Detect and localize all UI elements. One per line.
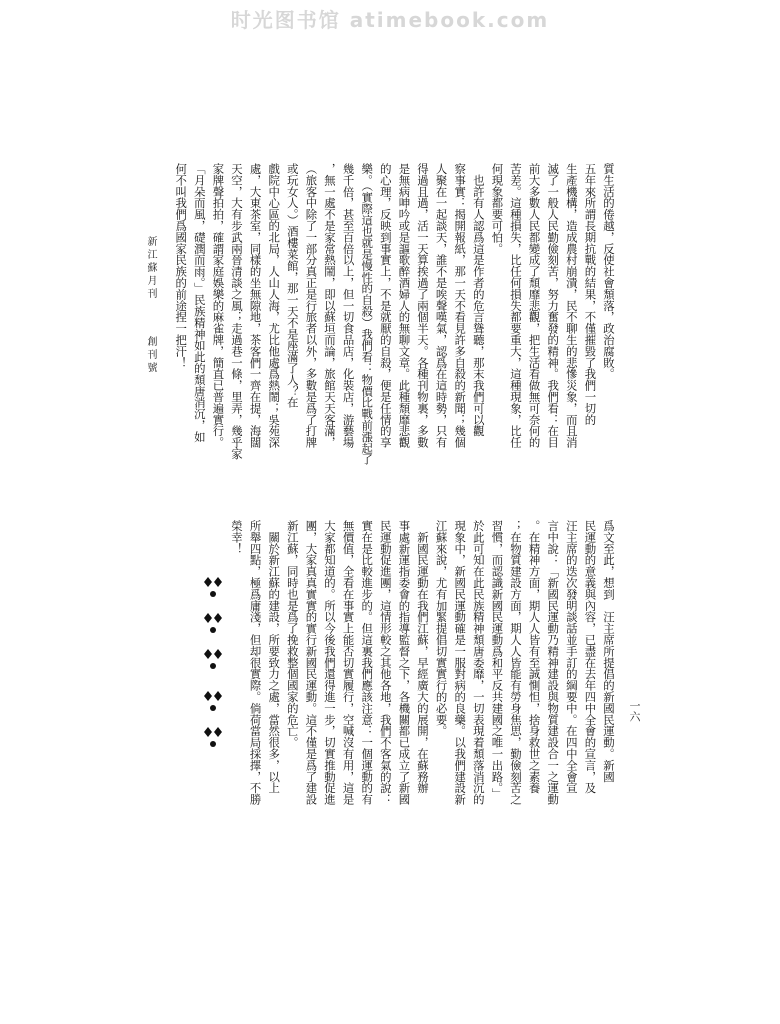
upper-text-column-2: 五年來所謂長期抗戰的結果，不僅摧毀了我們一切的 <box>583 163 598 426</box>
lower-text-column-20: 所舉四點，極爲庸淺，但却很實際。倘荷當局採擇，不勝 <box>248 520 263 805</box>
upper-text-column-15: 幾千倍，甚至百倍以上，但一切食品店，化裝店，游藝場 <box>341 163 356 448</box>
upper-text-column-17: （旅客中除了一部分真正是行旅者以外，多數是爲了打牌 <box>304 163 319 448</box>
upper-text-column-19: 戲院中心區的北局，人山人海，尤比他處爲熱鬧；吳苑深 <box>267 163 282 448</box>
lower-text-column-10: 江蘇來說，尤有加緊提倡切實實行的必要。 <box>434 520 449 737</box>
upper-text-column-13: 的心理，反映到事實上，不是就厭的自殺，便是任情的享 <box>378 163 393 448</box>
lower-text-column-15: 無價值，全看在事實上能否切實履行，空喊沒有用，這是 <box>341 520 356 805</box>
lower-text-column-1: 爲文至此，想到 汪主席所提倡的新國民運動。新國 <box>602 520 616 783</box>
upper-text-column-23: 「月朵而風，礎潤而雨。」民族精神如此的頹唐消沉，如 <box>192 163 207 443</box>
lower-text-column-12: 事處新運指委會的指導監督之下，各機關都已成立了新國 <box>397 520 412 805</box>
upper-text-column-12: 是無病呻吟或是謳歌醉酒婦人的無聊文章。此種頹靡悲觀 <box>397 163 412 448</box>
upper-text-column-21: 天空，大有步武兩晉清談之風；走過巷一條，里弄，幾乎家 <box>230 163 244 460</box>
lower-text-column-13: 民運動促進團，這情形較之其他各地，我們不客氣的說： <box>378 520 393 805</box>
upper-text-column-8: 也許有人認爲這是作者的危言聳聽，那末我們可以觀 <box>471 163 486 437</box>
upper-text-column-9: 察事實：揭開報紙，那一天不看見許多自殺的新聞；幾個 <box>453 163 468 448</box>
ornament-glyphs-right <box>204 691 222 747</box>
upper-text-column-22: 家牌聲拍拍，確謂家庭娛樂的麻雀牌，簡直已普遍實行。 <box>211 163 226 448</box>
lower-text-column-11: 新國民運動在我們江蘇，早經廣大的展開，在蘇務辦 <box>416 520 430 794</box>
upper-text-column-24: 何不叫我們爲國家民族的前途捏一把汗！ <box>174 163 189 369</box>
ornament-column-right <box>196 686 230 786</box>
upper-text-column-6: 苦差。這種損失，比任何損失都要重大，這種現象，比任 <box>509 163 523 448</box>
upper-text-column-10: 人聚在一起談天，誰不是唉聲嘆氣，認爲在這時勢，只有 <box>434 163 449 448</box>
upper-text-column-16: ，無一處不是家常熱鬧，即以蘇垣而論，旅館天天客滿， <box>323 163 337 448</box>
lower-text-column-9: 現象中，新國民運動確是一服對病的良藥。以我們建設新 <box>453 520 468 805</box>
header-publication-title: 新江蘇月刊 <box>145 236 156 301</box>
upper-text-column-7: 何現象都要可怕。 <box>490 163 505 255</box>
upper-text-column-4: 滅了一般人民勤儉刻苦，努力奮發的精神。我們看：在目 <box>546 163 561 448</box>
lower-text-column-21: 榮幸！ <box>230 520 244 555</box>
lower-text-column-3: 汪主席的迭次發明談話並手訂的綱要中。在四中全會宣 <box>564 520 579 794</box>
lower-text-column-17: 團，大家真真實實的實行新國民運動。這不僅是爲了建設 <box>304 520 319 805</box>
lower-text-column-14: 實在是比較進步的。但這裏我們應該注意：一個運動的有 <box>360 520 375 805</box>
lower-text-column-4: 言中說：「新國民運動乃精神建設與物質建設合一之運動 <box>546 520 561 805</box>
ornament-column-left <box>196 572 230 672</box>
lower-text-column-19: 關於新江蘇的建設，所要致力之處，當然很多，以上 <box>267 520 282 794</box>
lower-text-column-8: 於此可知在此民族精神頹唐委靡，一切表現着頹落消沉的 <box>471 520 486 805</box>
header-issue-label: 創刊號 <box>145 336 156 375</box>
lower-text-column-5: 。在精神方面，期人人皆有至誠惻怛，捨身救世之素養 <box>527 520 542 794</box>
upper-text-column-20: 處，大東茶室，同樣的坐無隙地，茶客們一齊在提，海闊 <box>248 163 263 448</box>
upper-text-column-14: 樂。（實際這也就是慢性的自殺）我們看：物價比戰前漲起了 <box>360 163 375 466</box>
page-number: 一六 <box>628 700 641 722</box>
watermark: 时光图书馆 atimebook.com <box>230 8 550 32</box>
upper-text-column-1: 質生活的倦越，反使社會頹落，政治腐敗。 <box>602 163 616 380</box>
upper-text-column-18: 或玩女人。）酒樓菜館，那一天不是座滿了人？在 <box>285 163 300 409</box>
lower-text-column-7: 習慣，而認識新國民運動爲和平反共建國之唯一出路。」 <box>490 520 505 800</box>
upper-text-column-3: 生產機構，造成農村崩潰，民不聊生的悲慘災象，而且消 <box>564 163 579 448</box>
lower-text-column-2: 民運動的意義與內容，已盡在去年四中全會的宣言，及 <box>583 520 598 794</box>
upper-text-column-11: 得過且過，活一天算挨過了兩個半天。各種刊物裏，多數 <box>416 163 430 448</box>
lower-text-column-18: 新江蘇，同時也是爲了挽救整個國家的危亡。 <box>285 520 300 748</box>
lower-text-column-16: 大家都知道的。所以今後我們還得進一步，切實推動促進 <box>323 520 337 805</box>
upper-text-column-5: 前大多數人民都變成了頹靡悲觀，把生活看做無可奈何的 <box>527 163 542 448</box>
lower-text-column-6: ；在物質建設方面，期人人皆能有勞身焦思，勤儉刻苦之 <box>509 520 523 805</box>
ornament-glyphs-left <box>204 577 222 669</box>
